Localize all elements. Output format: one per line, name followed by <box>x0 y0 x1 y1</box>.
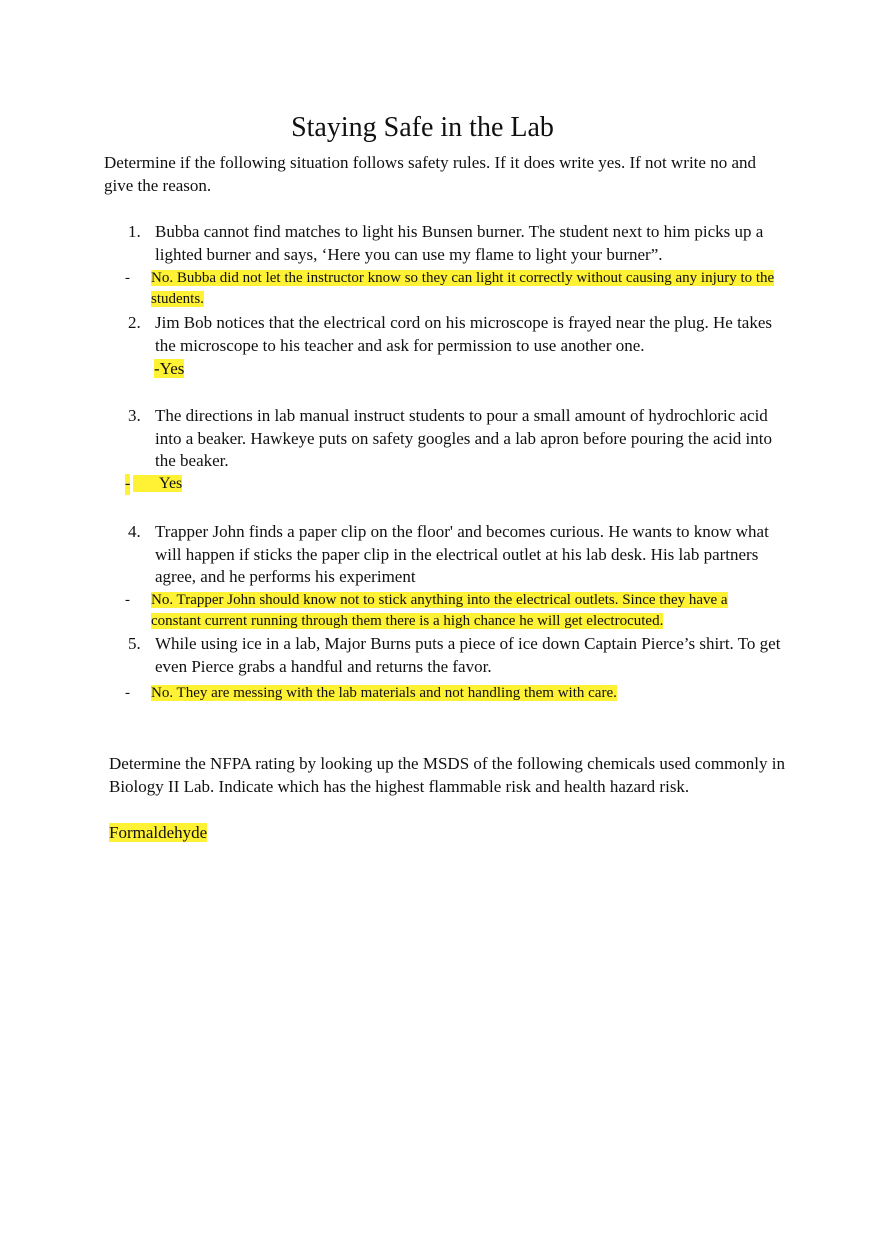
answer-3 <box>125 474 805 495</box>
answer-text: -Yes <box>154 359 185 378</box>
question-text: Jim Bob notices that the electrical cord on his microscope is frayed near the plug. He takes the microscope to his teacher and ask for permission to use another one. <box>155 313 772 355</box>
question-text: Bubba cannot find matches to light his Bunsen burner. The student next to him picks up a lighted burner and says, ‘Here you can use my flame to light your burner”. <box>155 222 764 264</box>
question-text: The directions in lab manual instruct students to pour a small amount of hydrochloric acid into a beaker. Hawkeye puts on safety googles and a lab apron before pouring the acid into the beaker. <box>155 406 772 470</box>
question-number: 3. <box>128 406 141 425</box>
question-5 <box>128 633 788 678</box>
question-1 <box>128 221 788 266</box>
question-3 <box>128 405 788 473</box>
answer-2 <box>154 358 184 380</box>
question-4 <box>128 521 788 589</box>
answer-4 <box>125 590 775 631</box>
answer-marker: - <box>125 685 130 701</box>
answer-marker: - <box>125 474 130 495</box>
answer-1 <box>125 268 805 309</box>
question-text: While using ice in a lab, Major Burns puts a piece of ice down Captain Pierce’s shirt. To get even Pierce grabs a handful and returns the favor. <box>155 634 781 676</box>
answer-marker: - <box>125 270 130 286</box>
question-number: 4. <box>128 522 141 541</box>
question-2 <box>128 312 788 357</box>
instructions-paragraph: Determine if the following situation follows safety rules. If it does write yes. If not write no and give the reason. <box>104 153 756 195</box>
answer-marker: - <box>125 592 130 608</box>
answer-text: No. Bubba did not let the instructor know so they can light it correctly without causing any injury to the students. <box>151 270 775 307</box>
question-text: Trapper John finds a paper clip on the floor' and becomes curious. He wants to know what will happen if sticks the paper clip in the electrical outlet at his lab desk. His lab partners agree, and he performs his experiment <box>155 522 769 586</box>
answer-text: No. Trapper John should know not to stick anything into the electrical outlets. Since they have a constant current running through them there is a high chance he will get electrocuted. <box>151 592 728 629</box>
nfpa-prompt: Determine the NFPA rating by looking up the MSDS of the following chemicals used commonly in Biology II Lab. Indicate which has the highest flammable risk and health hazard risk. <box>109 754 785 796</box>
answer-text: No. They are messing with the lab materials and not handling them with care. <box>151 685 617 701</box>
question-number: 5. <box>128 634 141 653</box>
question-number: 2. <box>128 313 141 332</box>
question-number: 1. <box>128 222 141 241</box>
page-title: Staying Safe in the Lab <box>291 112 554 143</box>
answer-5 <box>125 683 805 704</box>
chemical-answer <box>109 822 207 844</box>
chemical-name: Formaldehyde <box>109 823 208 842</box>
answer-text: Yes <box>133 475 182 492</box>
